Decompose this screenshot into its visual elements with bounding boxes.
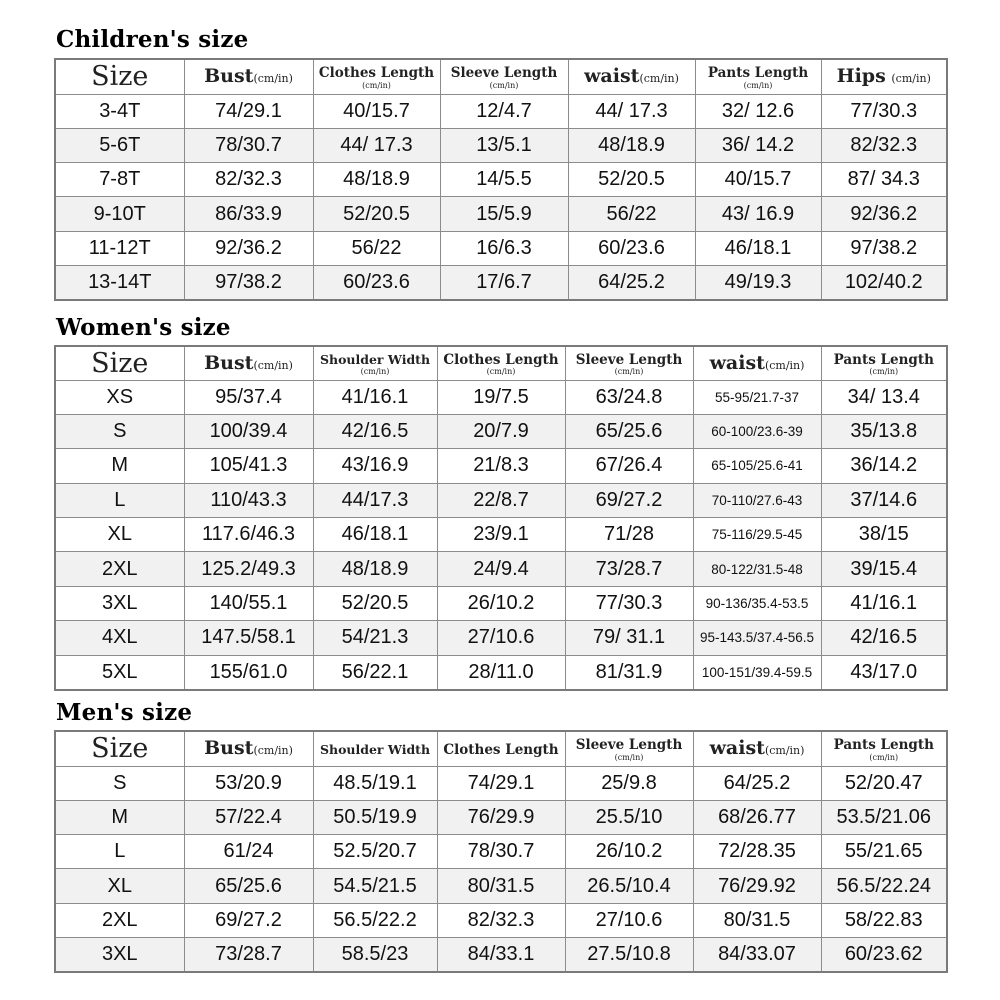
cell-sleeve-length: 27/10.6 (565, 903, 693, 937)
cell-shoulder-width: 58.5/23 (313, 937, 437, 971)
cell-shoulder-width: 44/17.3 (313, 483, 437, 517)
cell-bust: 117.6/46.3 (184, 518, 313, 552)
table-row (55, 163, 947, 197)
cell-clothes-length: 84/33.1 (437, 937, 565, 971)
cell-pants-length: 37/14.6 (821, 483, 947, 517)
cell-clothes-length: 20/7.9 (437, 414, 565, 448)
cell-clothes-length: 48/18.9 (313, 163, 440, 197)
table-row (55, 903, 947, 937)
cell-pants-length: 56.5/22.24 (821, 869, 947, 903)
table-row (55, 766, 947, 800)
cell-bust: 78/30.7 (184, 128, 313, 162)
cell-hips: 92/36.2 (821, 197, 947, 231)
cell-bust: 92/36.2 (184, 231, 313, 265)
cell-sleeve-length: 12/4.7 (440, 94, 568, 128)
cell-sleeve-length: 63/24.8 (565, 380, 693, 414)
cell-size: 2XL (55, 903, 184, 937)
cell-sleeve-length: 65/25.6 (565, 414, 693, 448)
table-row (55, 197, 947, 231)
cell-shoulder-width: 43/16.9 (313, 449, 437, 483)
cell-shoulder-width: 46/18.1 (313, 518, 437, 552)
cell-size: 3-4T (55, 94, 184, 128)
cell-size: 9-10T (55, 197, 184, 231)
cell-clothes-length: 40/15.7 (313, 94, 440, 128)
women-size-table (54, 345, 948, 691)
cell-waist: 80/31.5 (693, 903, 821, 937)
cell-waist: 95-143.5/37.4-56.5 (693, 621, 821, 655)
cell-pants-length: 36/ 14.2 (695, 128, 821, 162)
cell-clothes-length: 52/20.5 (313, 197, 440, 231)
cell-sleeve-length: 69/27.2 (565, 483, 693, 517)
cell-hips: 82/32.3 (821, 128, 947, 162)
cell-clothes-length: 26/10.2 (437, 586, 565, 620)
cell-waist: 72/28.35 (693, 835, 821, 869)
cell-pants-length: 43/17.0 (821, 655, 947, 689)
cell-bust: 65/25.6 (184, 869, 313, 903)
header-sleeve-length: Sleeve Length (cm/in) (440, 59, 568, 94)
table-row (55, 414, 947, 448)
cell-sleeve-length: 26/10.2 (565, 835, 693, 869)
table-row (55, 380, 947, 414)
cell-size: 11-12T (55, 231, 184, 265)
cell-hips: 97/38.2 (821, 231, 947, 265)
header-waist: waist(cm/in) (568, 59, 695, 94)
cell-hips: 102/40.2 (821, 265, 947, 299)
header-shoulder-width: Shoulder Width (313, 731, 437, 766)
cell-hips: 87/ 34.3 (821, 163, 947, 197)
cell-clothes-length: 74/29.1 (437, 766, 565, 800)
cell-clothes-length: 80/31.5 (437, 869, 565, 903)
cell-waist: 84/33.07 (693, 937, 821, 971)
cell-size: XS (55, 380, 184, 414)
header-sleeve-length: Sleeve Length (cm/in) (565, 731, 693, 766)
cell-clothes-length: 21/8.3 (437, 449, 565, 483)
cell-clothes-length: 23/9.1 (437, 518, 565, 552)
header-pants-length: Pants Length (cm/in) (821, 346, 947, 380)
cell-size: S (55, 414, 184, 448)
cell-sleeve-length: 77/30.3 (565, 586, 693, 620)
cell-sleeve-length: 79/ 31.1 (565, 621, 693, 655)
cell-waist: 55-95/21.7-37 (693, 380, 821, 414)
cell-clothes-length: 19/7.5 (437, 380, 565, 414)
header-hips: Hips (cm/in) (821, 59, 947, 94)
cell-waist: 70-110/27.6-43 (693, 483, 821, 517)
header-waist: waist(cm/in) (693, 731, 821, 766)
cell-size: 13-14T (55, 265, 184, 299)
cell-clothes-length: 28/11.0 (437, 655, 565, 689)
cell-bust: 57/22.4 (184, 800, 313, 834)
header-bust: Bust(cm/in) (184, 731, 313, 766)
table-row (55, 483, 947, 517)
header-shoulder-width: Shoulder Width (cm/in) (313, 346, 437, 380)
cell-size: 5-6T (55, 128, 184, 162)
cell-size: 5XL (55, 655, 184, 689)
cell-pants-length: 32/ 12.6 (695, 94, 821, 128)
cell-sleeve-length: 16/6.3 (440, 231, 568, 265)
cell-pants-length: 55/21.65 (821, 835, 947, 869)
table-row (55, 128, 947, 162)
table-row (55, 655, 947, 689)
cell-bust: 95/37.4 (184, 380, 313, 414)
cell-sleeve-length: 26.5/10.4 (565, 869, 693, 903)
table-row (55, 265, 947, 299)
cell-sleeve-length: 17/6.7 (440, 265, 568, 299)
header-size: Size (55, 346, 184, 380)
cell-pants-length: 52/20.47 (821, 766, 947, 800)
cell-shoulder-width: 56.5/22.2 (313, 903, 437, 937)
cell-bust: 74/29.1 (184, 94, 313, 128)
cell-waist: 90-136/35.4-53.5 (693, 586, 821, 620)
children-size-title: Children's size (56, 26, 249, 53)
cell-pants-length: 46/18.1 (695, 231, 821, 265)
cell-shoulder-width: 48.5/19.1 (313, 766, 437, 800)
table-row (55, 869, 947, 903)
cell-shoulder-width: 56/22.1 (313, 655, 437, 689)
cell-waist: 60/23.6 (568, 231, 695, 265)
cell-waist: 76/29.92 (693, 869, 821, 903)
cell-bust: 100/39.4 (184, 414, 313, 448)
cell-size: L (55, 483, 184, 517)
cell-bust: 97/38.2 (184, 265, 313, 299)
cell-shoulder-width: 54.5/21.5 (313, 869, 437, 903)
table-header-row (55, 731, 947, 766)
cell-hips: 77/30.3 (821, 94, 947, 128)
cell-clothes-length: 56/22 (313, 231, 440, 265)
table-row (55, 586, 947, 620)
header-clothes-length: Clothes Length (cm/in) (437, 346, 565, 380)
cell-pants-length: 35/13.8 (821, 414, 947, 448)
men-size-title: Men's size (56, 699, 193, 726)
table-row (55, 518, 947, 552)
table-header-row (55, 346, 947, 380)
cell-size: XL (55, 518, 184, 552)
cell-bust: 110/43.3 (184, 483, 313, 517)
cell-size: 3XL (55, 586, 184, 620)
cell-shoulder-width: 52/20.5 (313, 586, 437, 620)
table-row (55, 449, 947, 483)
cell-size: 3XL (55, 937, 184, 971)
cell-size: S (55, 766, 184, 800)
header-pants-length: Pants Length (cm/in) (821, 731, 947, 766)
cell-pants-length: 34/ 13.4 (821, 380, 947, 414)
cell-sleeve-length: 25.5/10 (565, 800, 693, 834)
table-row (55, 552, 947, 586)
cell-shoulder-width: 41/16.1 (313, 380, 437, 414)
cell-shoulder-width: 48/18.9 (313, 552, 437, 586)
table-header-row (55, 59, 947, 94)
header-clothes-length: Clothes Length (cm/in) (313, 59, 440, 94)
cell-pants-length: 53.5/21.06 (821, 800, 947, 834)
cell-bust: 61/24 (184, 835, 313, 869)
cell-waist: 65-105/25.6-41 (693, 449, 821, 483)
header-size: Size (55, 731, 184, 766)
cell-size: XL (55, 869, 184, 903)
cell-waist: 56/22 (568, 197, 695, 231)
cell-sleeve-length: 73/28.7 (565, 552, 693, 586)
cell-bust: 53/20.9 (184, 766, 313, 800)
cell-bust: 105/41.3 (184, 449, 313, 483)
cell-size: L (55, 835, 184, 869)
cell-bust: 155/61.0 (184, 655, 313, 689)
men-size-table (54, 730, 948, 973)
cell-pants-length: 36/14.2 (821, 449, 947, 483)
cell-waist: 60-100/23.6-39 (693, 414, 821, 448)
cell-shoulder-width: 42/16.5 (313, 414, 437, 448)
table-row (55, 835, 947, 869)
header-pants-length: Pants Length (cm/in) (695, 59, 821, 94)
header-waist: waist(cm/in) (693, 346, 821, 380)
cell-pants-length: 41/16.1 (821, 586, 947, 620)
cell-clothes-length: 60/23.6 (313, 265, 440, 299)
cell-bust: 140/55.1 (184, 586, 313, 620)
cell-sleeve-length: 13/5.1 (440, 128, 568, 162)
cell-bust: 82/32.3 (184, 163, 313, 197)
cell-waist: 52/20.5 (568, 163, 695, 197)
table-row (55, 621, 947, 655)
cell-size: 2XL (55, 552, 184, 586)
cell-clothes-length: 27/10.6 (437, 621, 565, 655)
cell-sleeve-length: 71/28 (565, 518, 693, 552)
cell-bust: 147.5/58.1 (184, 621, 313, 655)
cell-pants-length: 42/16.5 (821, 621, 947, 655)
cell-size: M (55, 449, 184, 483)
header-bust: Bust(cm/in) (184, 346, 313, 380)
header-bust: Bust(cm/in) (184, 59, 313, 94)
cell-waist: 64/25.2 (568, 265, 695, 299)
cell-sleeve-length: 81/31.9 (565, 655, 693, 689)
cell-bust: 86/33.9 (184, 197, 313, 231)
cell-clothes-length: 24/9.4 (437, 552, 565, 586)
cell-shoulder-width: 54/21.3 (313, 621, 437, 655)
women-size-title: Women's size (56, 314, 231, 341)
cell-waist: 48/18.9 (568, 128, 695, 162)
cell-pants-length: 43/ 16.9 (695, 197, 821, 231)
cell-pants-length: 39/15.4 (821, 552, 947, 586)
table-row (55, 94, 947, 128)
header-size: Size (55, 59, 184, 94)
cell-bust: 69/27.2 (184, 903, 313, 937)
cell-clothes-length: 76/29.9 (437, 800, 565, 834)
cell-pants-length: 40/15.7 (695, 163, 821, 197)
cell-sleeve-length: 15/5.9 (440, 197, 568, 231)
cell-sleeve-length: 67/26.4 (565, 449, 693, 483)
table-row (55, 937, 947, 971)
header-sleeve-length: Sleeve Length (cm/in) (565, 346, 693, 380)
cell-waist: 68/26.77 (693, 800, 821, 834)
cell-pants-length: 58/22.83 (821, 903, 947, 937)
cell-shoulder-width: 50.5/19.9 (313, 800, 437, 834)
cell-sleeve-length: 25/9.8 (565, 766, 693, 800)
cell-waist: 75-116/29.5-45 (693, 518, 821, 552)
cell-clothes-length: 22/8.7 (437, 483, 565, 517)
cell-pants-length: 60/23.62 (821, 937, 947, 971)
header-clothes-length: Clothes Length (437, 731, 565, 766)
cell-size: 4XL (55, 621, 184, 655)
cell-clothes-length: 82/32.3 (437, 903, 565, 937)
cell-pants-length: 38/15 (821, 518, 947, 552)
children-size-table (54, 58, 948, 301)
table-row (55, 231, 947, 265)
cell-waist: 80-122/31.5-48 (693, 552, 821, 586)
cell-size: 7-8T (55, 163, 184, 197)
cell-clothes-length: 78/30.7 (437, 835, 565, 869)
cell-clothes-length: 44/ 17.3 (313, 128, 440, 162)
cell-waist: 64/25.2 (693, 766, 821, 800)
cell-shoulder-width: 52.5/20.7 (313, 835, 437, 869)
cell-waist: 100-151/39.4-59.5 (693, 655, 821, 689)
cell-bust: 125.2/49.3 (184, 552, 313, 586)
table-row (55, 800, 947, 834)
cell-pants-length: 49/19.3 (695, 265, 821, 299)
cell-size: M (55, 800, 184, 834)
cell-sleeve-length: 14/5.5 (440, 163, 568, 197)
cell-bust: 73/28.7 (184, 937, 313, 971)
cell-waist: 44/ 17.3 (568, 94, 695, 128)
cell-sleeve-length: 27.5/10.8 (565, 937, 693, 971)
